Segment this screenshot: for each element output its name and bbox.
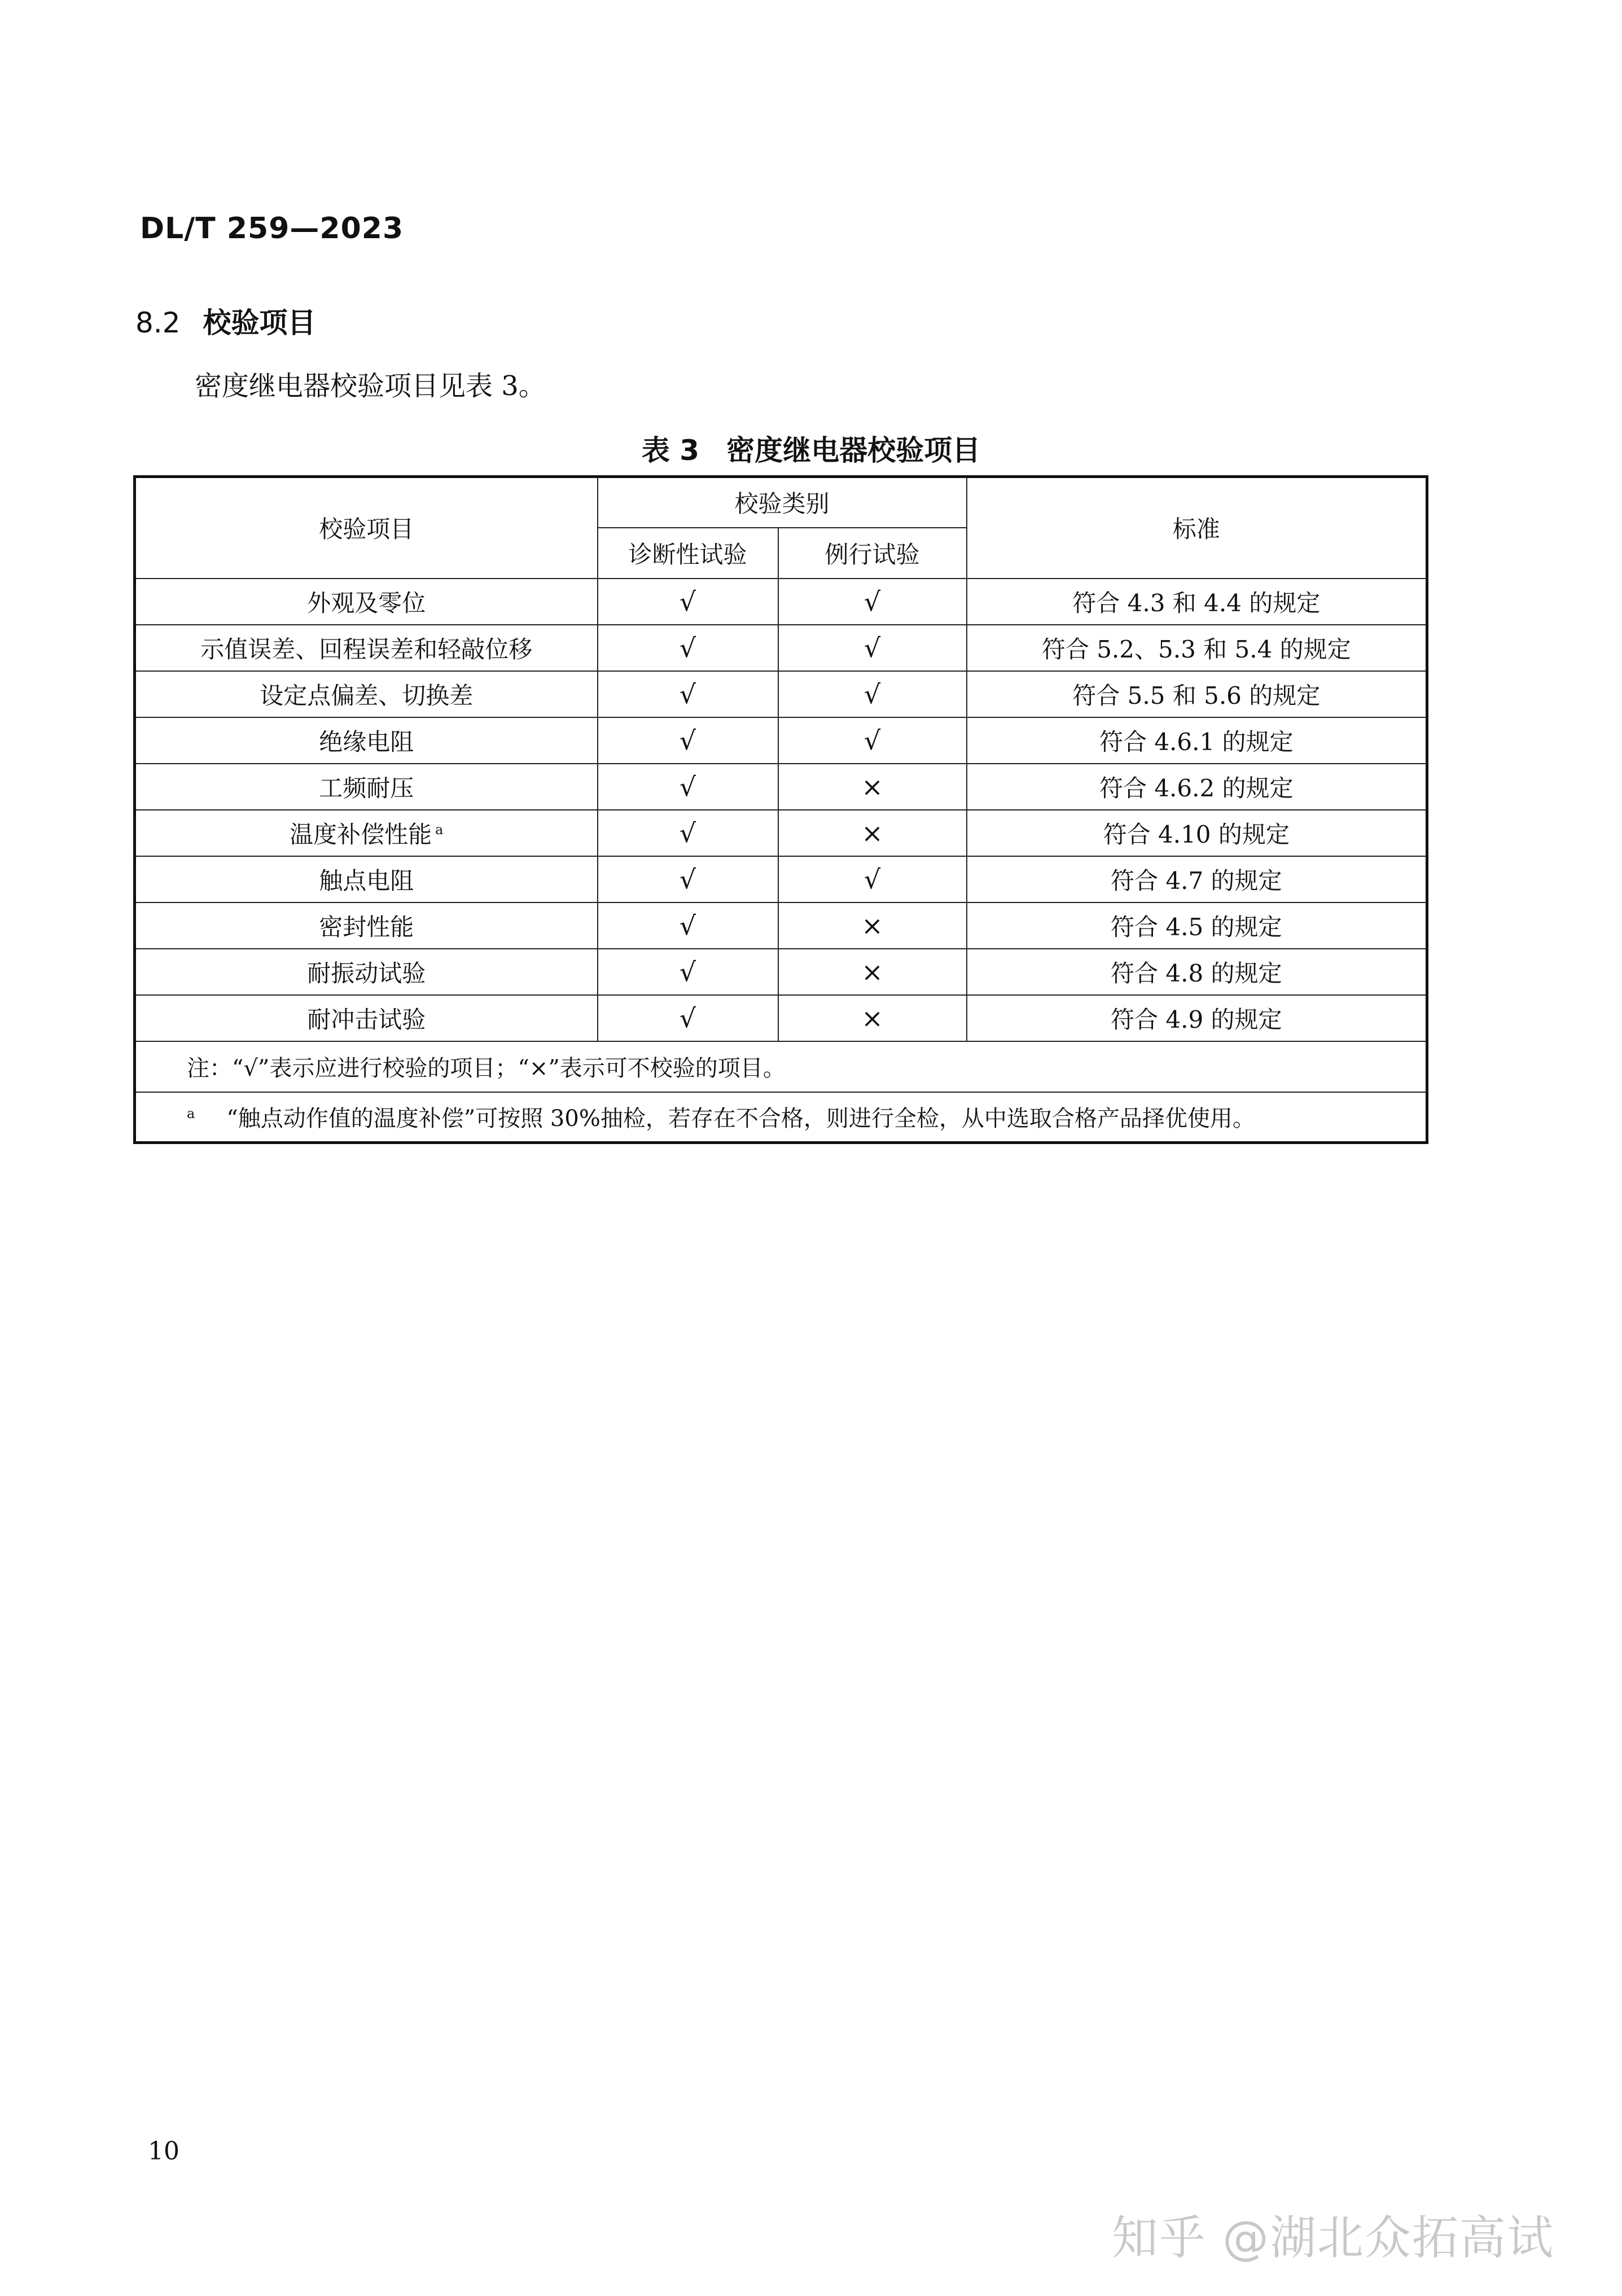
- row-item: 密封性能: [135, 902, 598, 949]
- table-row: [135, 671, 1427, 717]
- row-routine-mark: ×: [778, 810, 967, 856]
- row-diagnostic-mark: √: [598, 717, 778, 764]
- header-item: 校验项目: [135, 477, 598, 579]
- row-routine-mark: ×: [778, 995, 967, 1041]
- row-item: 耐振动试验: [135, 949, 598, 995]
- section-number: 8.2: [135, 306, 181, 339]
- header-standard: 标准: [967, 477, 1427, 579]
- row-standard: 符合 4.9 的规定: [967, 995, 1427, 1041]
- row-item: 工频耐压: [135, 764, 598, 810]
- header-diagnostic: 诊断性试验: [598, 528, 778, 579]
- row-routine-mark: √: [778, 579, 967, 625]
- row-standard: 符合 4.7 的规定: [967, 856, 1427, 902]
- table-row: [135, 810, 1427, 856]
- table-row: [135, 579, 1427, 625]
- row-standard: 符合 4.3 和 4.4 的规定: [967, 579, 1427, 625]
- section-heading: [135, 300, 316, 341]
- row-item: 耐冲击试验: [135, 995, 598, 1041]
- table-footnote: [135, 1092, 1427, 1143]
- row-diagnostic-mark: √: [598, 856, 778, 902]
- table-footnote-row: [135, 1092, 1427, 1143]
- row-diagnostic-mark: √: [598, 764, 778, 810]
- footnote-ref: a: [435, 821, 444, 838]
- table-note: 注：“√”表示应进行校验的项目；“×”表示可不校验的项目。: [135, 1041, 1427, 1092]
- row-diagnostic-mark: √: [598, 995, 778, 1041]
- row-standard: 符合 5.5 和 5.6 的规定: [967, 671, 1427, 717]
- footnote-mark: a: [187, 1105, 195, 1121]
- row-standard: 符合 4.6.2 的规定: [967, 764, 1427, 810]
- table-note-row: [135, 1041, 1427, 1092]
- row-standard: 符合 4.8 的规定: [967, 949, 1427, 995]
- row-diagnostic-mark: √: [598, 625, 778, 671]
- table-row: [135, 856, 1427, 902]
- row-routine-mark: √: [778, 717, 967, 764]
- row-diagnostic-mark: √: [598, 902, 778, 949]
- row-routine-mark: ×: [778, 902, 967, 949]
- row-diagnostic-mark: √: [598, 579, 778, 625]
- table-header-row: [135, 477, 1427, 528]
- row-diagnostic-mark: √: [598, 810, 778, 856]
- header-category: 校验类别: [598, 477, 967, 528]
- table-caption-title: 密度继电器校验项目: [726, 434, 981, 467]
- row-item: 外观及零位: [135, 579, 598, 625]
- header-routine: 例行试验: [778, 528, 967, 579]
- row-item: 触点电阻: [135, 856, 598, 902]
- table-row: [135, 902, 1427, 949]
- inspection-items-table: [133, 475, 1428, 1144]
- row-item-text: 温度补偿性能: [290, 820, 432, 848]
- row-standard: 符合 4.5 的规定: [967, 902, 1427, 949]
- row-routine-mark: ×: [778, 949, 967, 995]
- row-routine-mark: ×: [778, 764, 967, 810]
- document-id: DL/T 259—2023: [140, 212, 404, 246]
- row-item: 绝缘电阻: [135, 717, 598, 764]
- table-caption: [0, 428, 1622, 468]
- row-routine-mark: √: [778, 856, 967, 902]
- row-standard: 符合 4.10 的规定: [967, 810, 1427, 856]
- row-diagnostic-mark: √: [598, 671, 778, 717]
- table-row: [135, 995, 1427, 1041]
- row-routine-mark: √: [778, 625, 967, 671]
- row-diagnostic-mark: √: [598, 949, 778, 995]
- row-standard: 符合 5.2、5.3 和 5.4 的规定: [967, 625, 1427, 671]
- row-item: 设定点偏差、切换差: [135, 671, 598, 717]
- row-routine-mark: √: [778, 671, 967, 717]
- watermark: 知乎 @湖北众拓高试: [1111, 2211, 1554, 2265]
- table-row: [135, 764, 1427, 810]
- table-caption-label: 表 3: [641, 434, 700, 467]
- page-number: 10: [148, 2137, 179, 2166]
- row-standard: 符合 4.6.1 的规定: [967, 717, 1427, 764]
- row-item: [135, 810, 598, 856]
- section-title: 校验项目: [203, 306, 316, 339]
- footnote-text: “触点动作值的温度补偿”可按照 30%抽检，若存在不合格，则进行全检，从中选取合格产品择优使用。: [226, 1106, 1255, 1132]
- intro-paragraph: 密度继电器校验项目见表 3。: [195, 370, 546, 402]
- table-row: [135, 625, 1427, 671]
- row-item: 示值误差、回程误差和轻敲位移: [135, 625, 598, 671]
- table-row: [135, 949, 1427, 995]
- table-row: [135, 717, 1427, 764]
